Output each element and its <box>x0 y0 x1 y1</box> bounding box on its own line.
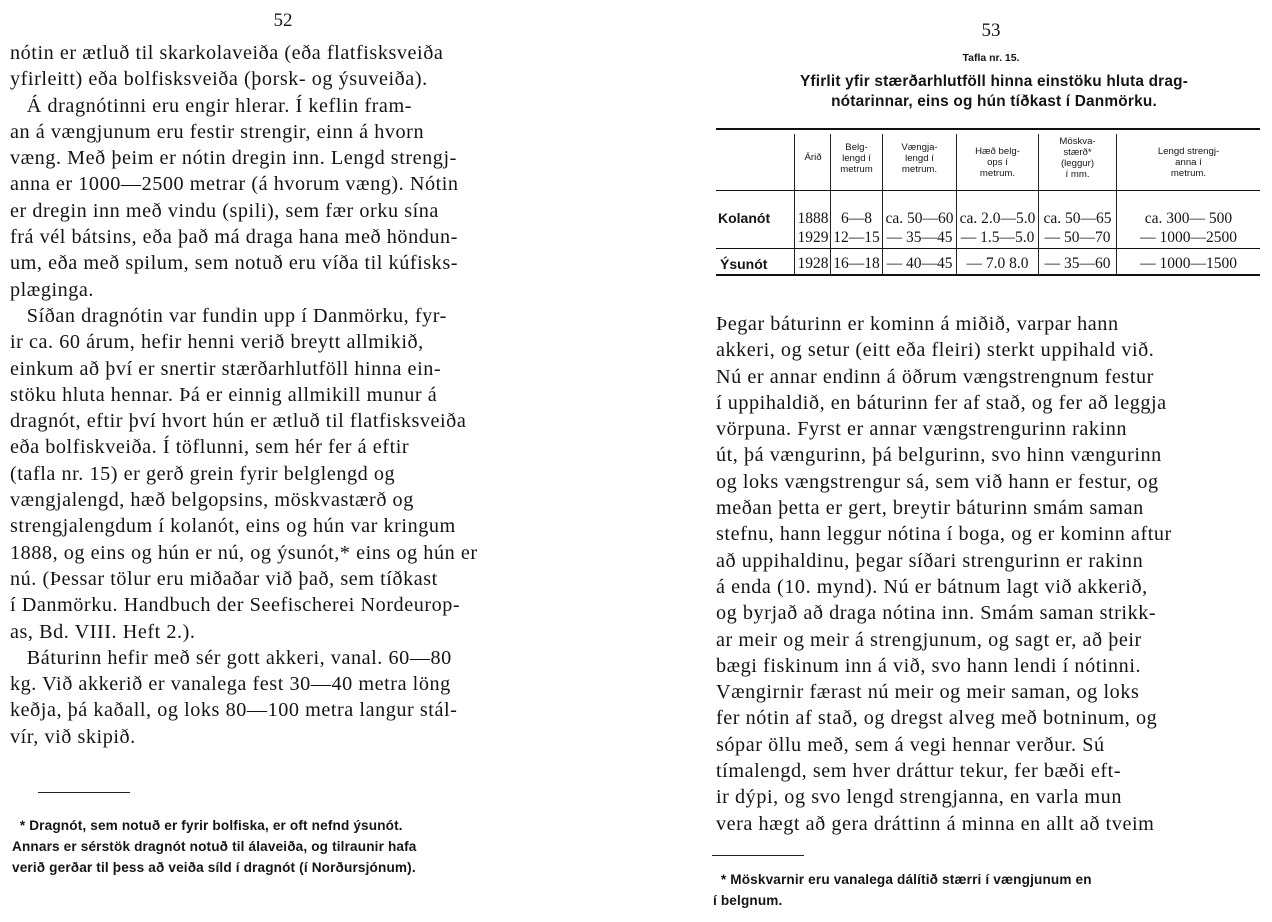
text-line: að uppihaldinu, þegar síðari strengurinn er rakinn <box>716 549 1144 572</box>
footnote-rule <box>712 855 804 856</box>
row-label-kolanot: Kolanót <box>718 210 771 226</box>
footnote-line: verið gerðar til þess að veiða síld í dragnót (í Norðursjónum). <box>12 860 416 875</box>
text-line: vængjalengd, hæð belgopsins, möskvastærð og <box>10 489 414 512</box>
text-line: 1888, og eins og hún er nú, og ýsunót,* eins og hún er <box>10 541 478 564</box>
cell-vaengjalengd: — 35—45 <box>886 229 953 246</box>
cell-year: 1888 <box>797 210 829 227</box>
text-line: bægi fiskinum inn á við, svo hann lendi í nótinni. <box>716 654 1142 677</box>
cell-vaengjalengd: — 40—45 <box>886 255 953 272</box>
text-line: keðja, þá kaðall, og loks 80—100 metra langur stál- <box>10 699 458 722</box>
text-line: Vængirnir færast nú meir og meir saman, og loks <box>716 681 1140 704</box>
body-text <box>716 311 1172 837</box>
cell-belglengd: 6—8 <box>841 210 872 227</box>
text-line: og byrjað að draga nótina inn. Smám saman strikk- <box>716 602 1157 625</box>
text-line: væng. Með þeim er nótin dregin inn. Lengd strengj- <box>10 147 457 170</box>
table-rule-top <box>716 128 1260 130</box>
text-line: Síðan dragnótin var fundin upp í Danmörku, fyr- <box>10 304 447 327</box>
text-line: ar meir og meir á strengjunum, og sagt er, að þeir <box>716 628 1142 651</box>
table-col-rule <box>794 134 795 274</box>
cell-moskvastaerd: — 50—70 <box>1044 229 1111 246</box>
table-header-vaengjalengd: Vængja- lengd í metrum. <box>901 142 938 175</box>
text-line: meðan þetta er gert, breytir báturinn smám saman <box>716 497 1144 520</box>
text-line: dragnót, eftir því hvort hún er ætluð til flatfisksveiða <box>10 410 467 433</box>
cell-strengjalengd: — 1000—2500 <box>1140 229 1237 246</box>
cell-year: 1928 <box>797 255 829 272</box>
cell-strengjalengd: ca. 300— 500 <box>1144 210 1233 227</box>
text-line: um, eða með spilum, sem notuð eru víða til kúfisks- <box>10 252 459 275</box>
table-rule-bottom <box>716 274 1260 276</box>
cell-strengjalengd: — 1000—1500 <box>1140 255 1237 272</box>
text-line: sópar öllu með, sem á vegi hennar verður. Sú <box>716 733 1105 756</box>
cell-haed: — 1.5—5.0 <box>960 229 1035 246</box>
cell-moskvastaerd: ca. 50—65 <box>1043 210 1112 227</box>
text-line: vera hægt að gera dráttinn á minna en allt að tveim <box>716 812 1155 835</box>
footnote-line: Annars er sérstök dragnót notuð til álaveiða, og tilraunir hafa <box>12 839 417 854</box>
cell-year: 1929 <box>797 229 829 246</box>
table-title-line: Yfirlit yfir stærðarhlutföll hinna einstöku hluta drag- <box>799 73 1189 90</box>
cell-vaengjalengd: ca. 50—60 <box>885 210 954 227</box>
text-line: kg. Við akkerið er vanalega fest 30—40 metra löng <box>10 673 451 696</box>
text-line: fer nótin af stað, og dregst alveg með botninum, og <box>716 707 1158 730</box>
text-line: á enda (10. mynd). Nú er bátnum lagt við akkerið, <box>716 575 1148 598</box>
table-label: Tafla nr. 15. <box>962 52 1020 64</box>
text-line: akkeri, og setur (eitt eða fleiri) sterkt uppihald við. <box>716 339 1155 362</box>
text-line: Á dragnótinni eru engir hlerar. Í keflin fram- <box>10 94 412 117</box>
page-number: 53 <box>981 20 1001 41</box>
cell-belglengd: 12—15 <box>833 229 880 246</box>
table-header-moskvastaerd: Möskva- stærð* (leggur) í mm. <box>1059 136 1096 180</box>
text-line: frá vél bátsins, eða það má draga hana með höndun- <box>10 226 458 249</box>
body-text <box>10 40 478 750</box>
text-line: tímalengd, sem hver dráttur tekur, fer bæði eft- <box>716 760 1122 783</box>
row-label-ysunot: Ýsunót <box>720 256 768 272</box>
text-line: nótin er ætluð til skarkolaveiða (eða flatfisksveiða <box>10 42 444 64</box>
footnote <box>713 869 1092 911</box>
text-line: as, Bd. VIII. Heft 2.). <box>10 620 196 643</box>
text-line: stefnu, hann leggur nótina í boga, og er kominn aftur <box>716 523 1172 546</box>
cell-haed: ca. 2.0—5.0 <box>959 210 1036 227</box>
footnote-rule <box>38 792 130 793</box>
text-line: an á vængjunum eru festir strengir, einn á hvorn <box>10 120 425 143</box>
footnote-line: * Dragnót, sem notuð er fyrir bolfiska, er oft nefnd ýsunót. <box>12 818 403 833</box>
text-line: er dregin inn með vindu (spili), sem fær orku sína <box>10 199 439 222</box>
cell-belglengd: 16—18 <box>833 255 880 272</box>
text-line: ir ca. 60 árum, hefir henni verið breytt allmikið, <box>10 331 424 354</box>
text-line: yfirleitt) eða bolfisksveiða (þorsk- og ýsuveiða). <box>10 68 428 91</box>
text-line: vörpuna. Fyrst er annar vængstrengurinn rakinn <box>716 418 1128 441</box>
table-rule-header <box>716 190 1260 191</box>
footnote <box>12 815 417 878</box>
text-line: stöku hluta hennar. Þá er einnig allmikill munur á <box>10 383 438 406</box>
text-line: Nú er annar endinn á öðrum vængstrengnum festur <box>716 365 1154 388</box>
cell-moskvastaerd: — 35—60 <box>1044 255 1111 272</box>
text-line: í uppihaldið, en báturinn fer af stað, og fer að leggja <box>716 391 1167 414</box>
text-line: (tafla nr. 15) er gerð grein fyrir belglengd og <box>10 462 396 485</box>
text-line: plæginga. <box>10 278 95 301</box>
cell-haed: — 7.0 8.0 <box>966 255 1029 272</box>
text-line: út, þá vængurinn, þá belgurinn, svo hinn vængurinn <box>716 444 1162 467</box>
table-rule-row <box>716 248 1260 249</box>
table-title-line: nótarinnar, eins og hún tíðkast í Danmörku. <box>831 93 1157 110</box>
table-title <box>724 72 1264 112</box>
text-line: einkum að því er snertir stærðarhlutföll hinna ein- <box>10 357 442 380</box>
page-number: 52 <box>273 10 293 31</box>
text-line: eða bolfiskveiða. Í töflunni, sem hér fer á eftir <box>10 436 410 459</box>
footnote-line: * Möskvarnir eru vanalega dálítið stærri í vængjunum en <box>713 872 1092 887</box>
table-header-belglengd: Belg- lengd í metrum <box>840 142 873 175</box>
text-line: Báturinn hefir með sér gott akkeri, vanal. 60—80 <box>10 646 452 669</box>
right-page <box>636 0 1272 922</box>
text-line: strengjalengdum í kolanót, eins og hún var kringum <box>10 515 456 538</box>
footnote-line: í belgnum. <box>713 893 783 908</box>
table-header-year: Árið <box>804 152 822 163</box>
text-line: vír, við skipið. <box>10 725 136 748</box>
text-line: ir dýpi, og svo lengd strengjanna, en varla mun <box>716 786 1122 809</box>
text-line: Þegar báturinn er kominn á miðið, varpar hann <box>716 313 1119 335</box>
text-line: nú. (Þessar tölur eru miðaðar við það, sem tíðkast <box>10 567 438 590</box>
text-line: í Danmörku. Handbuch der Seefischerei Nordeurop- <box>10 594 461 617</box>
table-header-haed: Hæð belg- ops í metrum. <box>975 146 1020 179</box>
text-line: og loks vængstrengur sá, sem við hann er festur, og <box>716 470 1159 493</box>
text-line: anna er 1000—2500 metrar (á hvorum væng). Nótin <box>10 173 459 196</box>
table-header-strengjalengd: Lengd strengj- anna í metrum. <box>1157 146 1220 179</box>
